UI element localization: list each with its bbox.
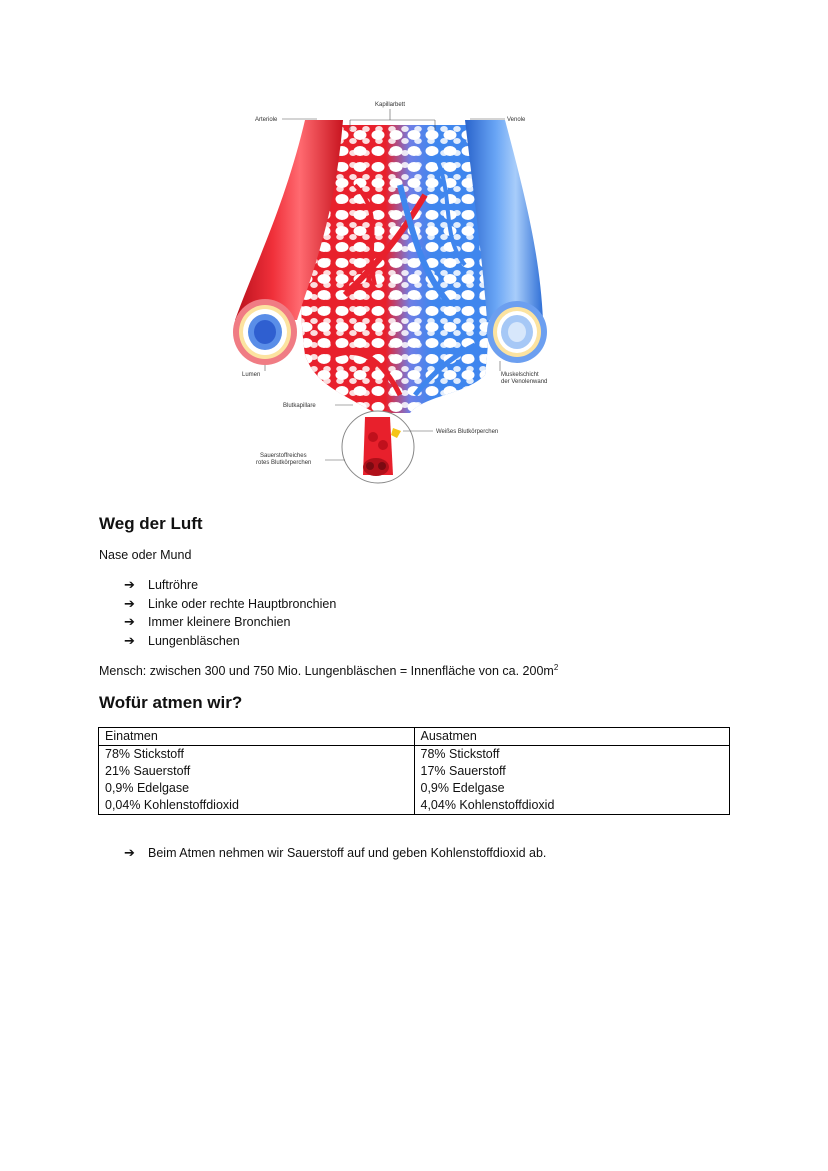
arrow-icon: ➔ bbox=[124, 614, 135, 630]
list-item: ➔ Immer kleinere Bronchien bbox=[124, 614, 291, 630]
label-weisses-blutkoerperchen: Weißes Blutkörperchen bbox=[436, 429, 499, 435]
airway-steps-list bbox=[124, 576, 336, 650]
conclusion-text: Beim Atmen nehmen wir Sauerstoff auf und geben Kohlenstoffdioxid ab. bbox=[148, 846, 547, 861]
label-blutkapillare: Blutkapillare bbox=[283, 403, 316, 409]
label-muskelschicht: Muskelschicht bbox=[501, 372, 539, 378]
table-row bbox=[99, 746, 730, 815]
arrow-icon: ➔ bbox=[124, 577, 135, 593]
breathing-gas-table bbox=[98, 727, 730, 815]
list-item: ➔ Linke oder rechte Hauptbronchien bbox=[124, 595, 337, 611]
heading-wofuer-atmen-wir: Wofür atmen wir? bbox=[99, 693, 243, 712]
heading-weg-der-luft: Weg der Luft bbox=[99, 514, 203, 533]
intro-nase-oder-mund: Nase oder Mund bbox=[99, 548, 192, 562]
table-header-row bbox=[99, 728, 730, 746]
label-lumen: Lumen bbox=[242, 372, 261, 378]
list-item: ➔ Lungenbläschen bbox=[124, 632, 240, 648]
column-header-einatmen: Einatmen bbox=[99, 728, 415, 746]
column-header-ausatmen: Ausatmen bbox=[414, 728, 730, 746]
capillary-bed-figure bbox=[225, 95, 555, 490]
label-rotes-blutkoerperchen: rotes Blutkörperchen bbox=[256, 460, 312, 466]
einatmen-cell: 78% Stickstoff 21% Sauerstoff 0,9% Edelgase 0,04% Kohlenstoffdioxid bbox=[99, 746, 415, 815]
conclusion-list bbox=[124, 844, 546, 863]
list-item bbox=[124, 844, 546, 863]
label-arteriole: Arteriole bbox=[255, 117, 278, 123]
list-item: ➔ Luftröhre bbox=[124, 577, 199, 593]
ausatmen-cell: 78% Stickstoff 17% Sauerstoff 0,9% Edelgase 4,04% Kohlenstoffdioxid bbox=[414, 746, 730, 815]
label-kapillarbett: Kapillarbett bbox=[374, 102, 406, 108]
label-venole: Venole bbox=[507, 117, 526, 123]
capillary-illustration bbox=[225, 95, 555, 490]
alveoli-fact: Mensch: zwischen 300 und 750 Mio. Lungenbläschen = Innenfläche von ca. $200m^2$ bbox=[99, 663, 559, 679]
arrow-icon: ➔ bbox=[124, 845, 135, 861]
label-sauerstoffreiches: Sauerstoffreiches bbox=[260, 453, 307, 459]
label-venolenwand: der Venolenwand bbox=[501, 379, 548, 385]
arrow-icon: ➔ bbox=[124, 632, 135, 648]
arrow-icon: ➔ bbox=[124, 595, 135, 611]
